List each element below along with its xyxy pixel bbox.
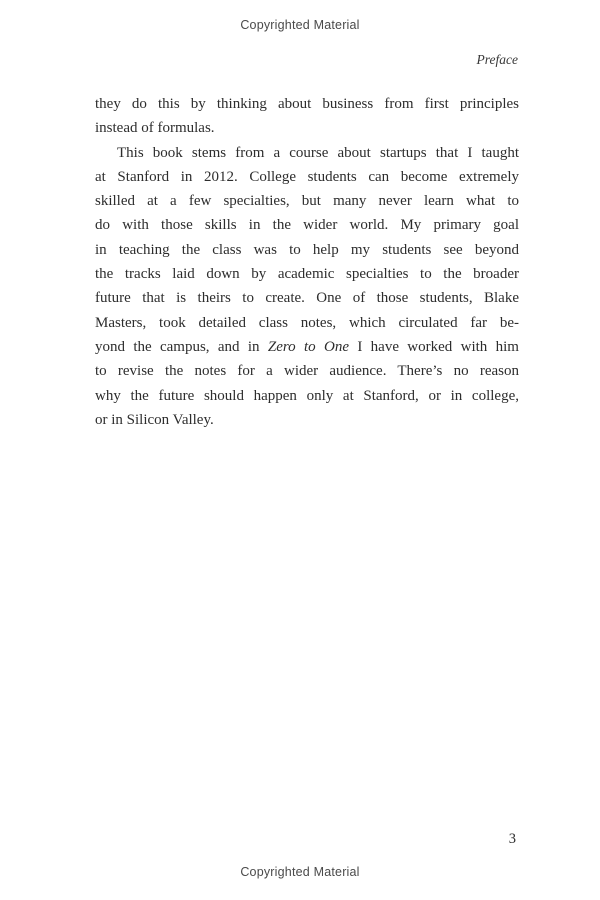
text-line <box>95 116 519 140</box>
text-line <box>95 384 519 408</box>
book-title-italic: Zero to One <box>267 338 349 355</box>
copyright-watermark-top: Copyrighted Material <box>240 18 360 32</box>
text-segment: at Stanford in 2012. College students can become extremely <box>95 168 519 185</box>
text-line <box>95 311 519 335</box>
text-line <box>95 359 519 383</box>
text-segment: This book stems from a course about startups that I taught <box>117 144 519 161</box>
text-segment: skilled at a few specialties, but many never learn what to <box>95 193 519 210</box>
text-segment: do with those skills in the wider world. My primary goal <box>95 217 519 234</box>
text-segment: instead of formulas. <box>95 120 215 137</box>
text-line <box>95 335 519 359</box>
page-number: 3 <box>508 831 516 847</box>
body-text <box>95 92 519 432</box>
text-segment: to revise the notes for a wider audience. There’s no reason <box>95 363 519 380</box>
text-segment: yond the campus, and in <box>95 338 268 355</box>
text-line <box>95 213 519 237</box>
text-segment: or in Silicon Valley. <box>95 411 214 428</box>
running-header: Preface <box>476 52 518 67</box>
text-segment: Masters, took detailed class notes, which circulated far be- <box>95 314 519 331</box>
text-segment: they do this by thinking about business from first principles <box>95 96 519 112</box>
text-line <box>95 262 519 286</box>
text-segment: the tracks laid down by academic specialties to the broader <box>95 266 519 283</box>
text-segment: future that is theirs to create. One of those students, Blake <box>95 290 519 307</box>
text-line <box>95 92 519 116</box>
text-segment: why the future should happen only at Stanford, or in college, <box>95 387 519 404</box>
text-line <box>95 238 519 262</box>
copyright-watermark-bottom: Copyrighted Material <box>240 865 360 879</box>
text-segment: I have worked with him <box>349 338 519 355</box>
text-line <box>95 165 519 189</box>
text-segment: in teaching the class was to help my students see beyond <box>95 241 519 258</box>
text-line <box>95 408 519 432</box>
text-line <box>95 286 519 310</box>
text-line <box>95 189 519 213</box>
text-line <box>95 141 519 165</box>
